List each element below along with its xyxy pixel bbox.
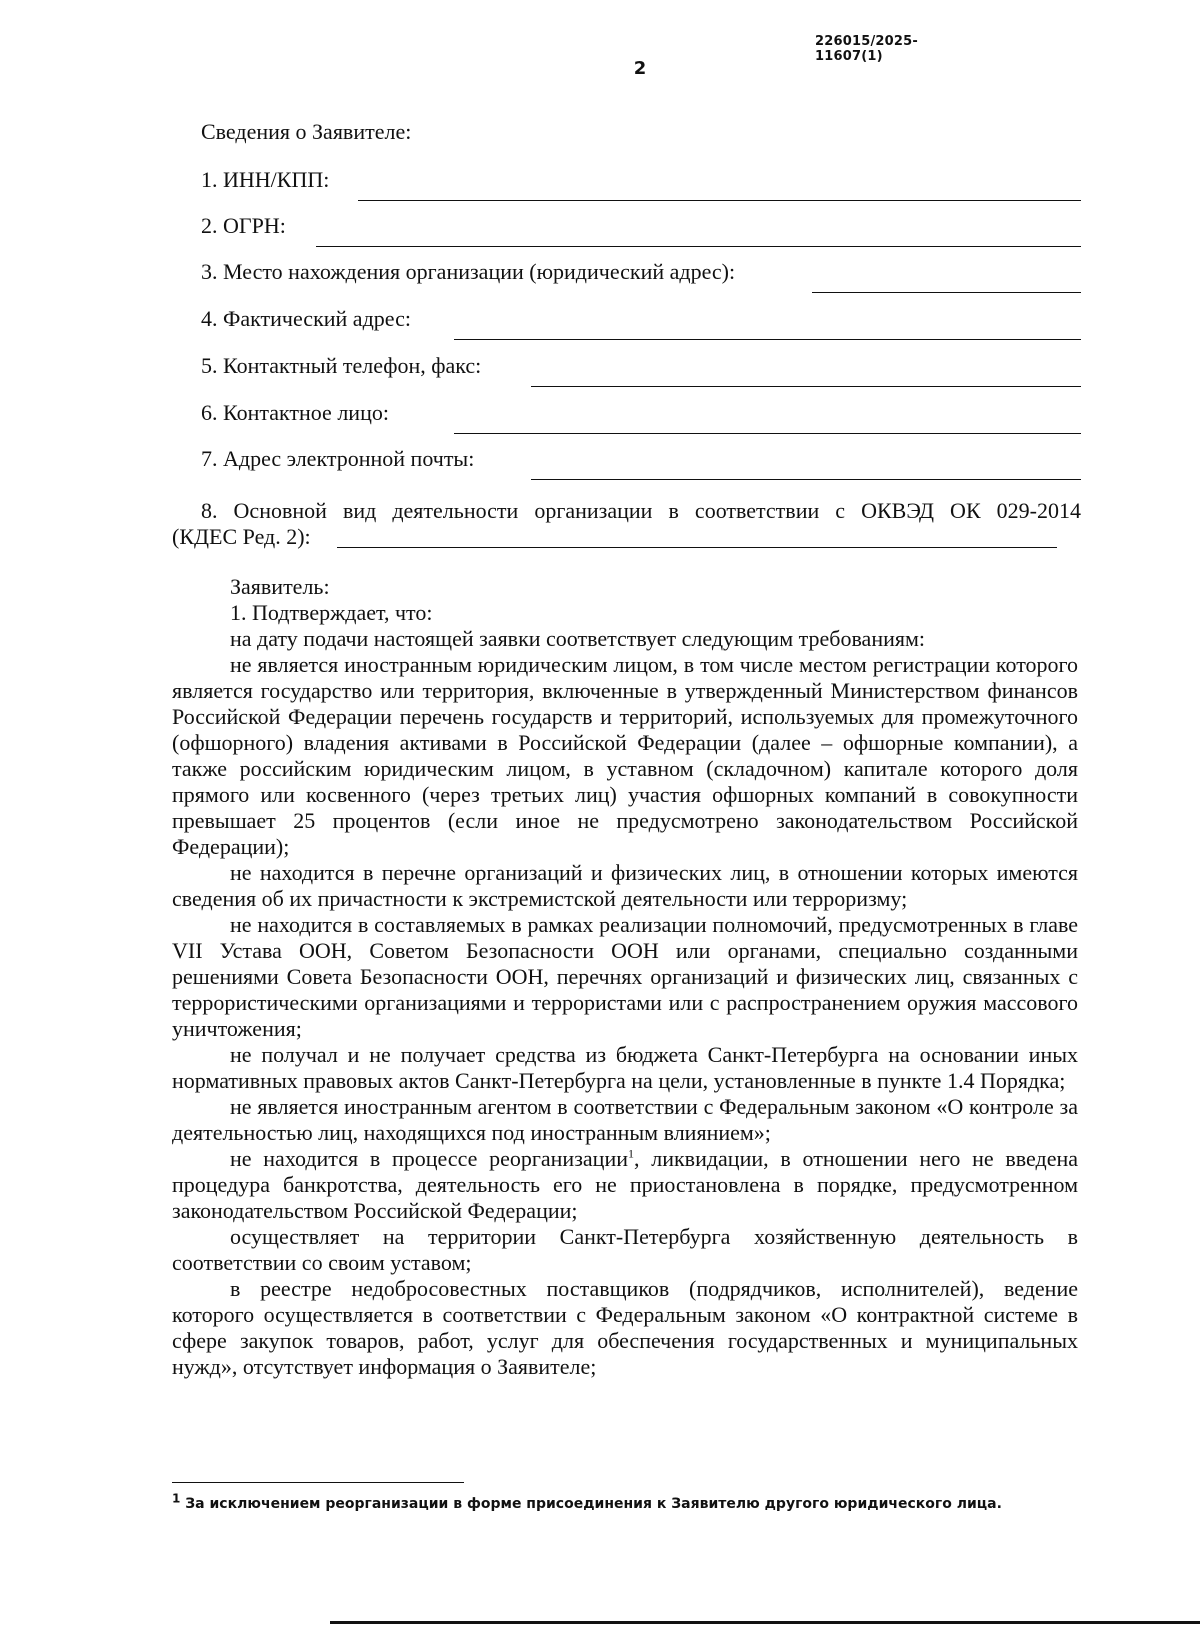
- field-blank-line: [454, 433, 1081, 434]
- field-blank-line: [316, 246, 1081, 247]
- paragraph: в реестре недобросовестных поставщиков (подрядчиков, исполнителей), ведение которого осуществляется в соответствии с Федеральным законом «О контрактной системе в сфере закупок товаров, работ, услуг для обеспечения государственных и муниципальных нужд», отсутствует информация о Заявителе;: [172, 1276, 1078, 1379]
- page-number: 2: [633, 58, 647, 79]
- paragraph: не является иностранным юридическим лицом, в том числе местом регистрации которого является государство или территория, включенные в утвержденный Министерством финансов Российской Федерации перечень государств и территорий, используемых для промежуточного (офшорного) владения активами в Российской Федерации (далее – офшорные компании), а также российским юридическим лицом, в уставном (складочном) капитале которого доля прямого или косвенного (через третьих лиц) участия офшорных компаний в совокупности превышает 25 процентов (если иное не предусмотрено законодательством Российской Федерации);: [172, 652, 1078, 859]
- field-blank-line: [531, 479, 1081, 480]
- footnote-ref: 1: [628, 1146, 634, 1161]
- field-blank-line: [531, 386, 1081, 387]
- field-ogrn: [201, 213, 1081, 243]
- scan-edge-line: [330, 1621, 1200, 1624]
- paragraph: не получал и не получает средства из бюджета Санкт-Петербурга на основании иных нормативных правовых актов Санкт-Петербурга на цели, установленные в пункте 1.4 Порядка;: [172, 1042, 1078, 1093]
- applicant-statement: [172, 574, 1078, 1380]
- field-email: [201, 446, 1081, 476]
- field-blank-line: [454, 339, 1081, 340]
- footnote-marker: 1: [172, 1491, 181, 1506]
- paragraph: на дату подачи настоящей заявки соответствует следующим требованиям:: [230, 626, 926, 651]
- field-phone-fax: [201, 353, 1081, 383]
- field-blank-line: [358, 200, 1081, 201]
- field-blank-line: [337, 547, 1057, 548]
- footnote-divider: [172, 1482, 464, 1483]
- field-legal-address: [201, 259, 1081, 289]
- field-label: 6. Контактное лицо:: [201, 400, 389, 425]
- paragraph: не является иностранным агентом в соответствии с Федеральным законом «О контроле за деятельностью лиц, находящихся под иностранным влиянием»;: [172, 1094, 1078, 1145]
- field-label: 7. Адрес электронной почты:: [201, 446, 475, 471]
- field-label: 3. Место нахождения организации (юридический адрес):: [201, 259, 736, 284]
- field-blank-line: [812, 292, 1081, 293]
- field-inn-kpp: [201, 167, 1081, 197]
- field-label: 2. ОГРН:: [201, 213, 286, 238]
- field-label-continued: (КДЕС Ред. 2):: [172, 524, 311, 549]
- field-label: 8. Основной вид деятельности организации в соответствии с ОКВЭД ОК 029-2014: [201, 498, 1081, 523]
- section-heading: Сведения о Заявителе:: [201, 119, 412, 144]
- field-actual-address: [201, 306, 1081, 336]
- paragraph: не находится в перечне организаций и физических лиц, в отношении которых имеются сведения об их причастности к экстремистской деятельности или терроризму;: [172, 860, 1078, 911]
- paragraph-text: не находится в процессе реорганизации: [230, 1146, 628, 1171]
- field-okved: [172, 498, 1081, 550]
- field-label: 5. Контактный телефон, факс:: [201, 353, 482, 378]
- field-contact-person: [201, 400, 1081, 430]
- paragraph: не находится в составляемых в рамках реализации полномочий, предусмотренных в главе VII Устава ООН, Советом Безопасности ООН или органами, специально созданными решениями Совета Безопасности ООН, перечнях организаций и физических лиц, связанных с террористическими организациями и террористами или с распространением оружия массового уничтожения;: [172, 912, 1078, 1041]
- paragraph-text: , ликвидации, в отношении него не введена процедура банкротства, деятельность его не приостановлена в порядке, предусмотренном законодательством Российской Федерации;: [172, 1146, 1079, 1223]
- document-number: 226015/2025-11607(1): [815, 34, 918, 64]
- paragraph: Заявитель:: [230, 574, 330, 599]
- footnote: [172, 1491, 1072, 1512]
- field-label: 4. Фактический адрес:: [201, 306, 411, 331]
- footnote-text: За исключением реорганизации в форме присоединения к Заявителю другого юридического лица.: [185, 1496, 1002, 1512]
- field-label: 1. ИНН/КПП:: [201, 167, 330, 192]
- paragraph: осуществляет на территории Санкт-Петербурга хозяйственную деятельность в соответствии со своим уставом;: [172, 1224, 1078, 1275]
- paragraph: 1. Подтверждает, что:: [230, 600, 433, 625]
- paragraph: [172, 1146, 1078, 1224]
